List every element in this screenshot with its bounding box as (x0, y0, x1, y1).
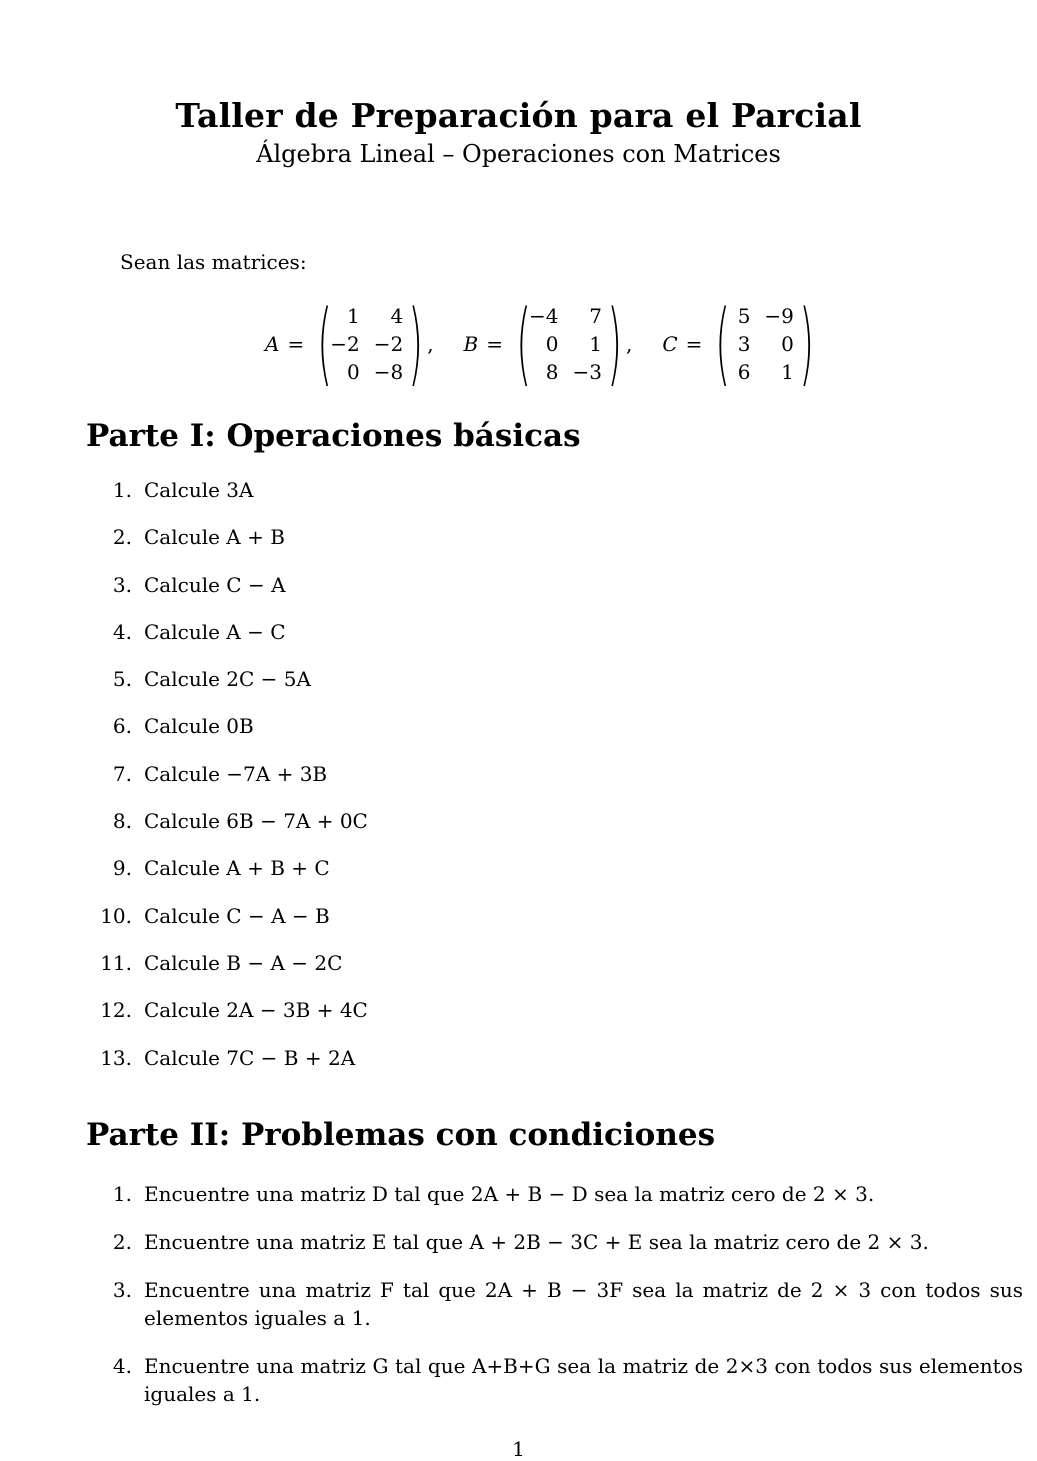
item-number: 4. (112, 619, 132, 644)
list-item (86, 904, 1023, 951)
matrix-definitions (265, 291, 814, 396)
matrix-grid (728, 304, 793, 385)
left-paren-icon: ( (317, 291, 333, 396)
item-text: Calcule 6B − 7A + 0C (144, 809, 368, 834)
item-text: Calcule C − A − B (144, 903, 330, 928)
left-paren-icon: ( (715, 291, 731, 396)
list-item (86, 1352, 1023, 1408)
equals-sign: = (685, 332, 703, 356)
right-paren-icon: ) (799, 291, 814, 396)
matrix-a (265, 291, 464, 396)
item-text: Encuentre una matriz D tal que 2A + B − D sea la matriz cero de 2 × 3. (144, 1182, 875, 1206)
section-heading-part2: Parte II: Problemas con condiciones (86, 1117, 716, 1153)
item-number: 8. (112, 809, 132, 834)
item-text: Encuentre una matriz F tal que 2A + B − 3F sea la matriz de 2 × 3 con todos sus elementos iguales a 1. (144, 1278, 1023, 1330)
document-title: Taller de Preparación para el Parcial (175, 96, 862, 135)
item-number: 10. (100, 903, 132, 928)
matrix-cell: −2 (373, 331, 404, 356)
item-text: Calcule 7C − B + 2A (144, 1045, 356, 1070)
matrix-name: B (463, 332, 479, 356)
item-text: Calcule C − A (144, 572, 286, 597)
matrix-cell: 7 (589, 303, 602, 328)
matrix-cell: −8 (373, 359, 404, 384)
right-paren-icon: ) (408, 291, 424, 396)
matrix-b (463, 291, 663, 396)
list-item (86, 998, 1023, 1045)
item-number: 7. (112, 761, 132, 786)
list-item (86, 1180, 1023, 1208)
item-number: 4. (112, 1354, 132, 1378)
matrix-separator: , (427, 332, 434, 356)
matrix-cell: −9 (764, 303, 794, 328)
document-subtitle: Álgebra Lineal – Operaciones con Matrices (256, 140, 781, 168)
item-number: 2. (112, 1230, 132, 1254)
page-number: 1 (512, 1437, 525, 1461)
item-number: 11. (100, 950, 132, 975)
left-paren-icon: ( (516, 291, 531, 396)
matrix-grid (529, 304, 602, 385)
matrix-cell: 1 (589, 331, 602, 356)
section-heading-part1: Parte I: Operaciones básicas (86, 418, 581, 454)
matrix-cell: 5 (737, 303, 751, 328)
matrix-cell: 0 (346, 359, 360, 384)
item-number: 3. (112, 1278, 132, 1302)
item-text: Calcule A − C (144, 619, 286, 644)
matrix-cell: −4 (529, 303, 559, 328)
matrix-name: A (265, 332, 280, 356)
item-text: Calcule −7A + 3B (144, 761, 328, 786)
equals-sign: = (287, 332, 305, 356)
item-text: Calcule A + B (144, 525, 285, 550)
matrix-cell: 0 (545, 331, 559, 356)
part2-problem-list (86, 1180, 1023, 1428)
matrix-cell: 1 (781, 359, 794, 384)
matrix-grid (330, 304, 403, 385)
item-text: Calcule 3A (144, 478, 254, 502)
item-text: Calcule A + B + C (144, 856, 330, 881)
item-text: Encuentre una matriz E tal que A + 2B − 3C + E sea la matriz cero de 2 × 3. (144, 1230, 929, 1254)
item-number: 13. (100, 1045, 132, 1070)
item-number: 1. (112, 1182, 132, 1206)
item-text: Calcule B − A − 2C (144, 950, 343, 975)
part1-exercise-list (86, 478, 1023, 1093)
item-text: Encuentre una matriz G tal que A+B+G sea la matriz de 2×3 con todos sus elementos iguales a 1. (144, 1354, 1023, 1406)
matrix-cell: 3 (737, 331, 751, 356)
matrix-separator: , (625, 332, 633, 356)
list-item (86, 1276, 1023, 1332)
list-item (86, 620, 1023, 667)
item-number: 12. (100, 998, 132, 1023)
item-text: Calcule 2C − 5A (144, 667, 311, 692)
equals-sign: = (486, 332, 504, 356)
item-number: 6. (112, 714, 132, 739)
matrix-cell: 6 (737, 359, 751, 384)
list-item (86, 809, 1023, 856)
matrix-c (662, 291, 814, 396)
matrix-cell: −2 (330, 331, 360, 356)
list-item (86, 667, 1023, 714)
list-item (86, 856, 1023, 903)
list-item (86, 573, 1023, 620)
matrix-cell: 0 (781, 331, 794, 356)
list-item (86, 1228, 1023, 1256)
list-item (86, 525, 1023, 572)
item-number: 1. (112, 478, 132, 502)
matrix-name: C (662, 332, 678, 356)
list-item (86, 1046, 1023, 1093)
matrix-cell: −3 (572, 359, 602, 384)
matrix-cell: 8 (545, 359, 559, 384)
list-item (86, 951, 1023, 998)
right-paren-icon: ) (607, 291, 622, 396)
item-number: 9. (112, 856, 132, 881)
list-item (86, 762, 1023, 809)
item-number: 2. (112, 525, 132, 550)
item-text: Calcule 0B (144, 714, 254, 739)
matrix-cell: 1 (346, 303, 360, 328)
list-item (86, 478, 1023, 525)
list-item (86, 714, 1023, 761)
item-number: 5. (112, 667, 132, 692)
intro-text: Sean las matrices: (120, 250, 307, 274)
item-number: 3. (112, 572, 132, 597)
matrix-cell: 4 (390, 303, 404, 328)
item-text: Calcule 2A − 3B + 4C (144, 998, 368, 1023)
